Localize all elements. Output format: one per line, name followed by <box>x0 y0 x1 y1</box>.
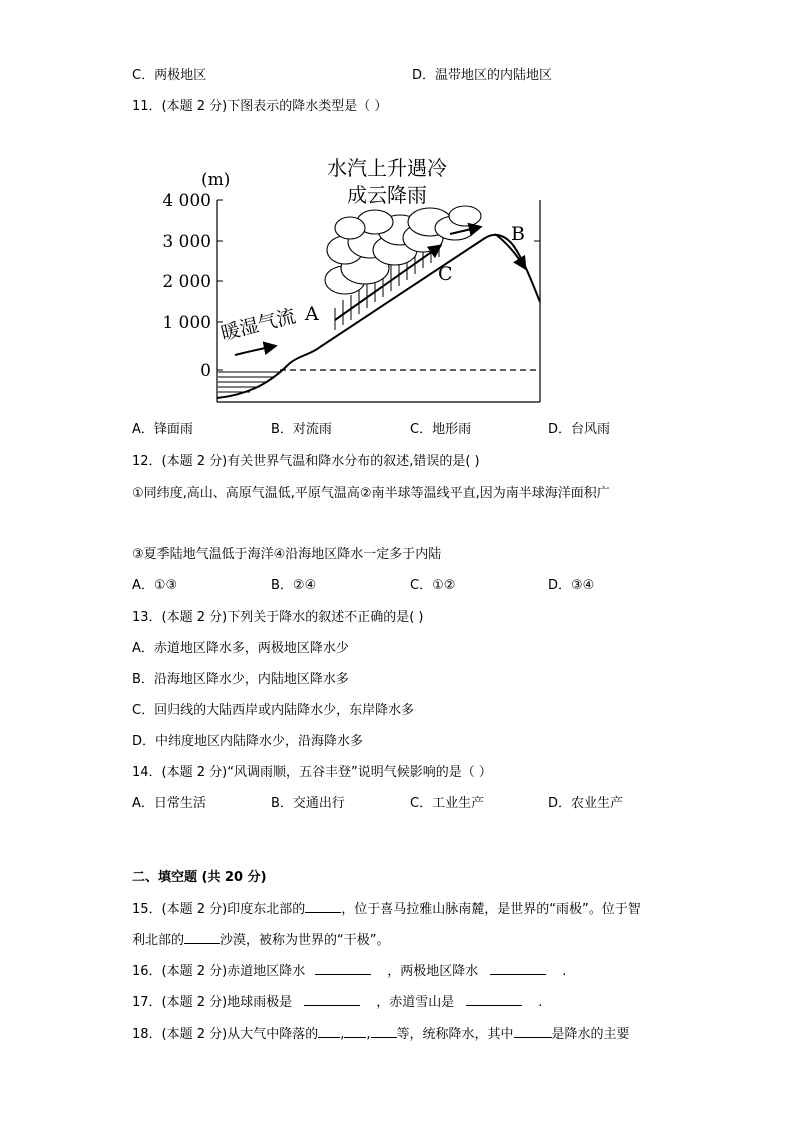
label-b: B <box>511 223 525 245</box>
y-tick-0: 0 <box>200 361 211 381</box>
q14-option-b: B．交通出行 <box>271 796 345 811</box>
q18-blank3[interactable] <box>371 1025 397 1038</box>
q17-blank1[interactable] <box>304 993 360 1006</box>
q12-option-d: D．③④ <box>548 578 595 593</box>
caption-line2: 成云降雨 <box>347 183 427 207</box>
q13-stem: 13．(本题 2 分)下列关于降水的叙述不正确的是( ) <box>132 610 424 625</box>
q12-statement2: ③夏季陆地气温低于海洋④沿海地区降水一定多于内陆 <box>132 547 442 562</box>
q10-option-c: C．两极地区 <box>132 68 207 83</box>
q14-stem: 14．(本题 2 分)“风调雨顺，五谷丰登”说明气候影响的是（ ） <box>132 765 492 780</box>
q12-option-a: A．①③ <box>132 578 178 593</box>
sea-hatching <box>218 372 280 392</box>
caption-line1: 水汽上升遇冷 <box>327 156 447 180</box>
q13-option-a: A．赤道地区降水多，两极地区降水少 <box>132 641 349 656</box>
q14-option-c: C．工业生产 <box>410 796 485 811</box>
rain-cloud <box>325 206 481 294</box>
q18-blank2[interactable] <box>344 1025 366 1038</box>
q12-statement1: ①同纬度,高山、高原气温低,平原气温高②南半球等温线平直,因为南半球海洋面积广 <box>132 486 610 501</box>
q16-text3: . <box>562 964 567 979</box>
q13-option-c: C．回归线的大陆西岸或内陆降水少，东岸降水多 <box>132 703 415 718</box>
q16-blank1[interactable] <box>315 962 371 975</box>
section-title: 二、填空题 (共 20 分) <box>132 870 267 885</box>
q16-text1: 16．(本题 2 分)赤道地区降水 <box>132 964 306 979</box>
q18-text3: , <box>366 1027 371 1042</box>
airflow-label: 暖湿气流 <box>218 305 298 345</box>
q12-option-c: C．①② <box>410 578 456 593</box>
q17-line <box>132 993 542 1012</box>
q18-line <box>132 1025 630 1044</box>
q12-stem: 12．(本题 2 分)有关世界气温和降水分布的叙述,错误的是( ) <box>132 454 480 469</box>
q18-text5: 是降水的主要 <box>551 1027 630 1042</box>
q15-text2: ，位于喜马拉雅山脉南麓，是世界的“雨极”。位于智 <box>341 902 641 917</box>
q15-line2 <box>132 931 390 950</box>
q17-text1: 17．(本题 2 分)地球雨极是 <box>132 995 293 1010</box>
y-tick-2000: 2 000 <box>162 272 211 292</box>
q11-option-c: C．地形雨 <box>410 422 472 437</box>
airflow-arrow-low <box>235 346 275 355</box>
q13-option-b: B．沿海地区降水少，内陆地区降水多 <box>132 672 349 687</box>
q18-blank1[interactable] <box>318 1025 340 1038</box>
q17-text2: ，赤道雪山是 <box>376 995 455 1010</box>
y-tick-4000: 4 000 <box>162 191 211 211</box>
q12-option-b: B．②④ <box>271 578 317 593</box>
unit-label: (m) <box>201 170 231 190</box>
orographic-rain-diagram <box>162 150 555 405</box>
q10-option-d: D．温带地区的内陆地区 <box>412 68 553 83</box>
q15-line1 <box>132 900 641 919</box>
q13-option-d: D．中纬度地区内陆降水少，沿海降水多 <box>132 734 364 749</box>
y-tick-1000: 1 000 <box>162 313 211 333</box>
q18-text1: 18．(本题 2 分)从大气中降落的 <box>132 1027 319 1042</box>
q17-text3: . <box>538 995 543 1010</box>
q15-blank1[interactable] <box>305 900 341 913</box>
q15-text4: 沙漠，被称为世界的“干极”。 <box>220 933 390 948</box>
label-c: C <box>438 263 453 285</box>
q11-option-d: D．台风雨 <box>548 422 611 437</box>
q16-line <box>132 962 566 981</box>
q15-text3: 利北部的 <box>132 933 185 948</box>
label-a: A <box>305 303 319 325</box>
q17-blank2[interactable] <box>466 993 522 1006</box>
q14-option-d: D．农业生产 <box>548 796 624 811</box>
q11-option-a: A．锋面雨 <box>132 422 193 437</box>
q18-text2: , <box>340 1027 345 1042</box>
q18-text4: 等，统称降水，其中 <box>396 1027 514 1042</box>
y-tick-3000: 3 000 <box>162 232 211 252</box>
q11-stem: 11．(本题 2 分)下图表示的降水类型是（ ） <box>132 99 388 114</box>
q16-text2: ，两极地区降水 <box>387 964 479 979</box>
q18-blank4[interactable] <box>514 1025 552 1038</box>
q16-blank2[interactable] <box>490 962 546 975</box>
q11-option-b: B．对流雨 <box>271 422 332 437</box>
q15-text1: 15．(本题 2 分)印度东北部的 <box>132 902 306 917</box>
q14-option-a: A．日常生活 <box>132 796 206 811</box>
q15-blank2[interactable] <box>184 931 220 944</box>
